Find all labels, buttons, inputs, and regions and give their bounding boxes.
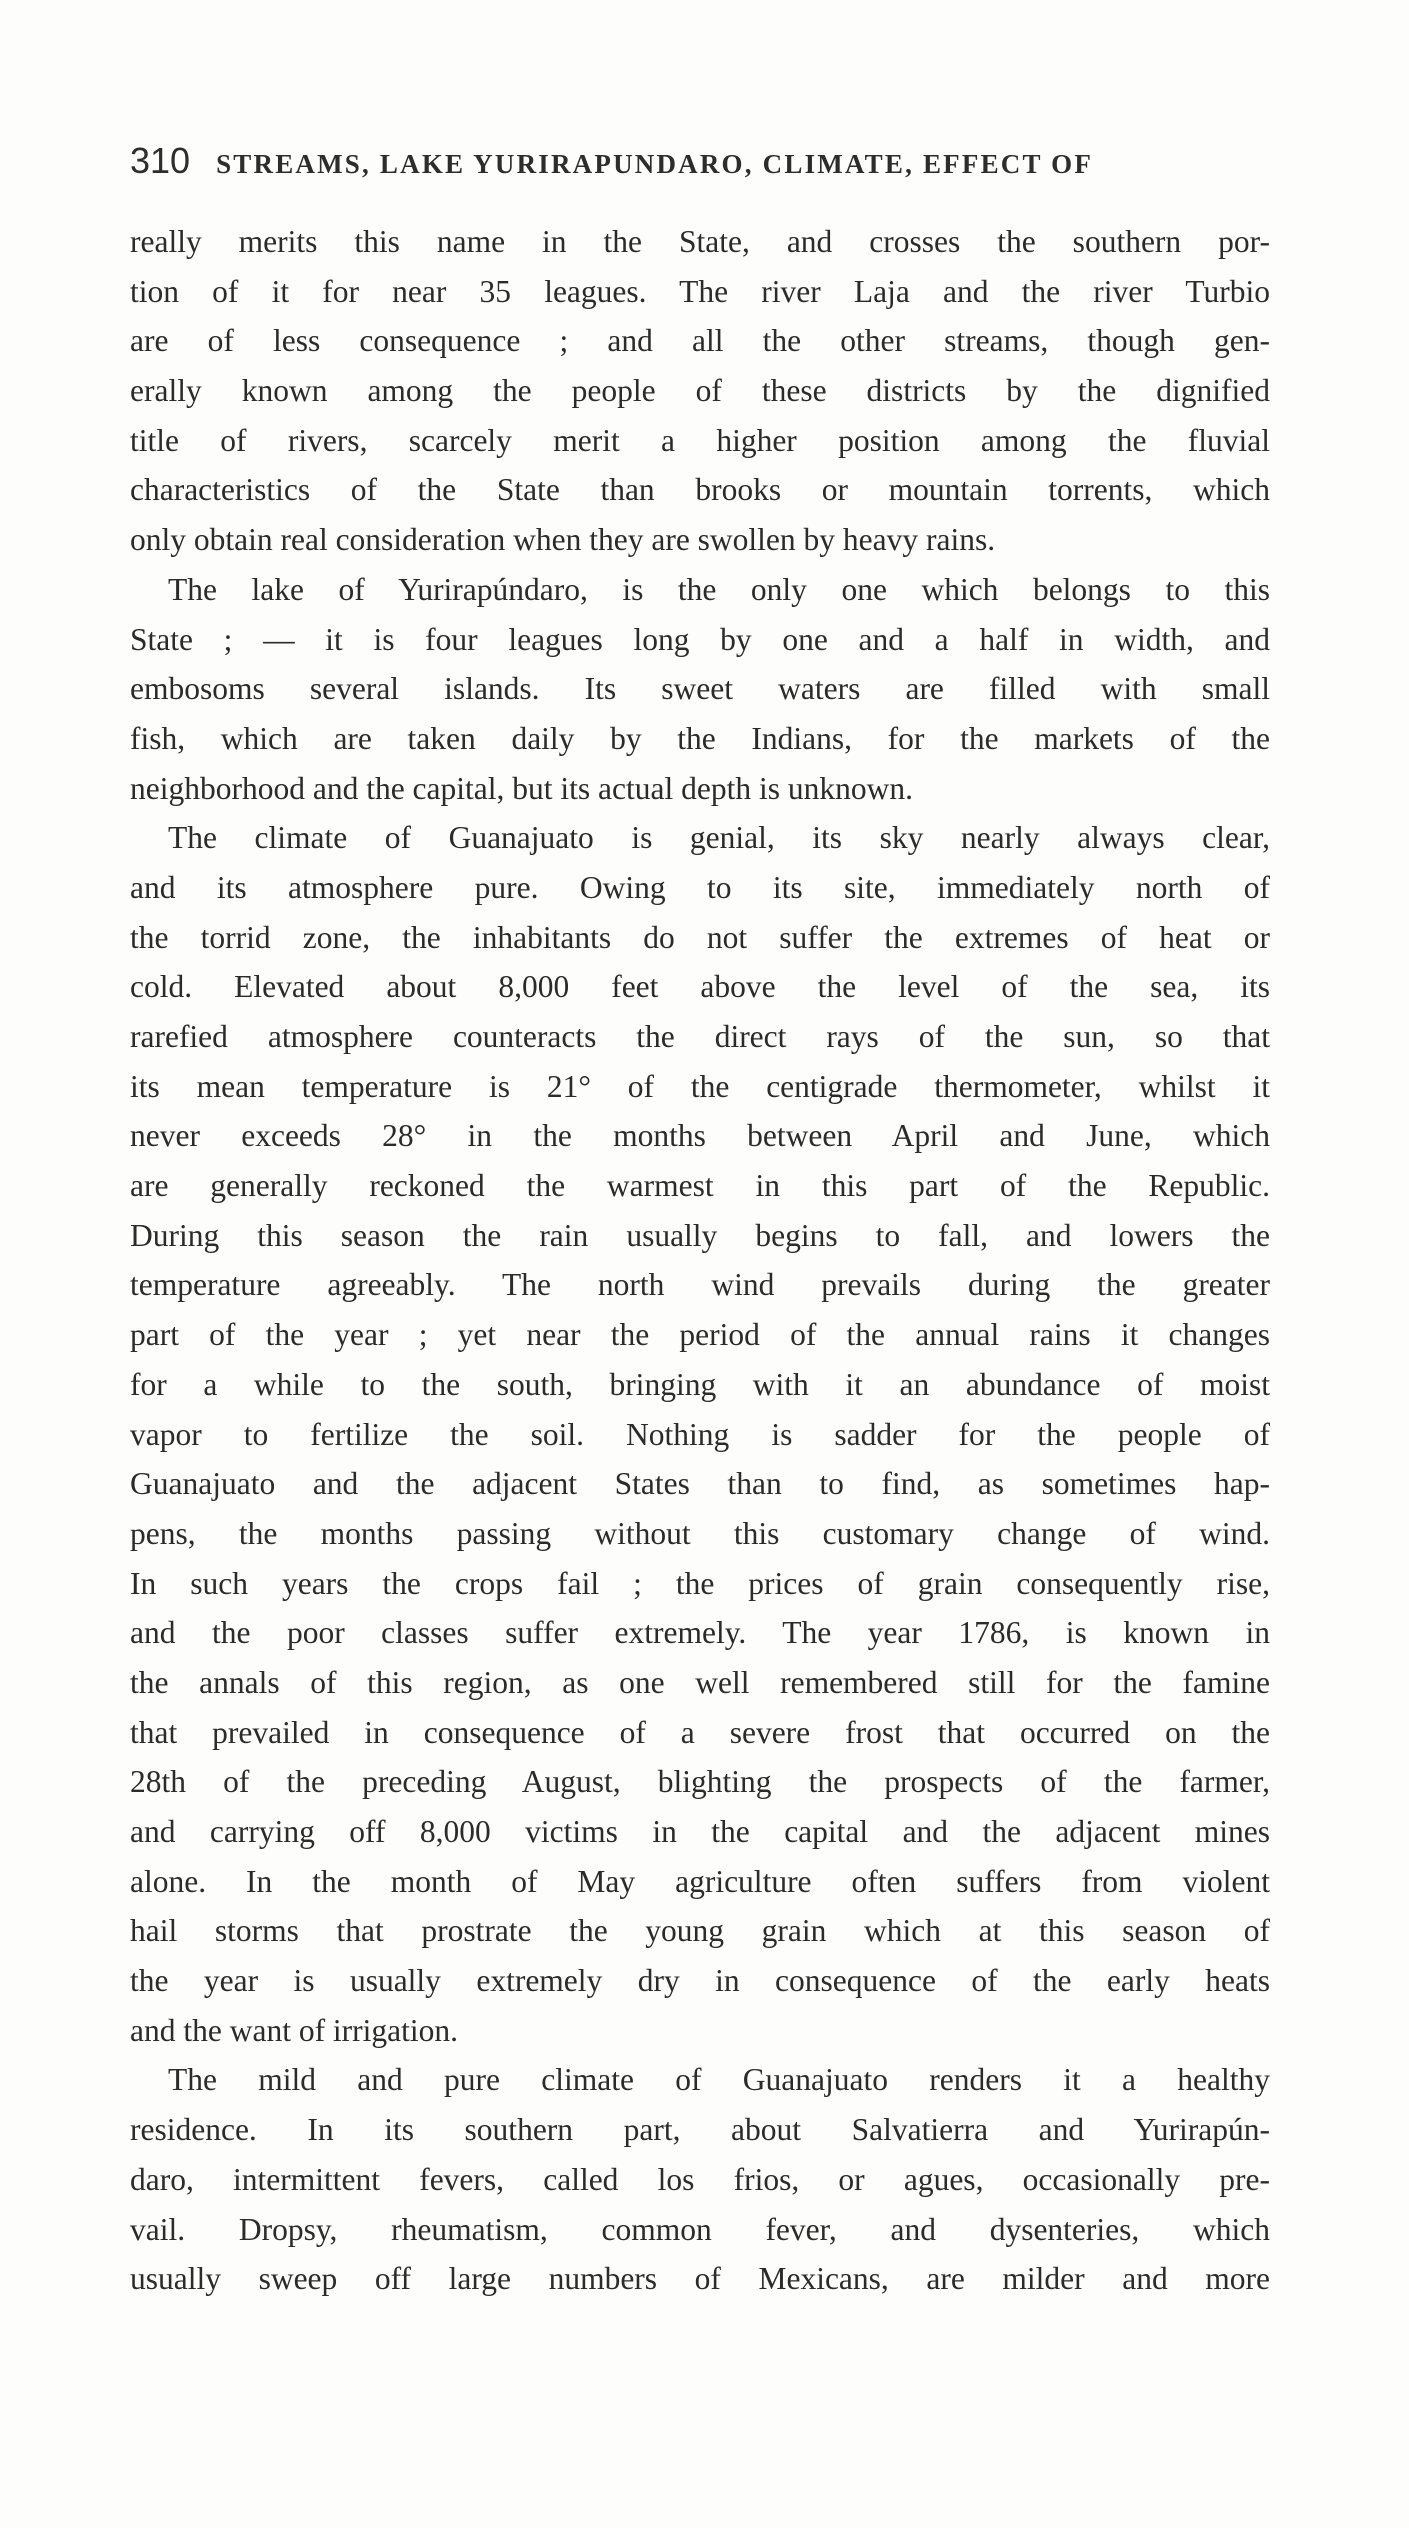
text-line: The climate of Guanajuato is genial, its sky nearly always clear, bbox=[168, 820, 1270, 856]
text-line: title of rivers, scarcely merit a higher position among the fluvial bbox=[130, 422, 1270, 458]
running-head-title: STREAMS, LAKE YURIRAPUNDARO, CLIMATE, EFFECT OF bbox=[216, 149, 1094, 179]
text-line: fish, which are taken daily by the Indians, for the markets of the bbox=[130, 720, 1270, 756]
text-line: vapor to fertilize the soil. Nothing is sadder for the people of bbox=[130, 1416, 1270, 1452]
text-line: daro, intermittent fevers, called los frios, or agues, occasionally pre- bbox=[130, 2161, 1270, 2197]
text-line: residence. In its southern part, about Salvatierra and Yurirapún- bbox=[130, 2112, 1270, 2148]
text-line: alone. In the month of May agriculture often suffers from violent bbox=[130, 1863, 1270, 1899]
text-line: and carrying off 8,000 victims in the capital and the adjacent mines bbox=[130, 1814, 1270, 1849]
text-line: hail storms that prostrate the young grain which at this season of bbox=[130, 1913, 1270, 1949]
text-line: the annals of this region, as one well remembered still for the famine bbox=[130, 1664, 1270, 1700]
text-line: temperature agreeably. The north wind prevails during the greater bbox=[130, 1267, 1270, 1303]
text-line: In such years the crops fail ; the prices of grain consequently rise, bbox=[130, 1565, 1270, 1601]
text-line: pens, the months passing without this customary change of wind. bbox=[130, 1515, 1270, 1551]
text-line: neighborhood and the capital, but its actual depth is unknown. bbox=[130, 770, 913, 806]
text-line: embosoms several islands. Its sweet waters are filled with small bbox=[130, 671, 1270, 707]
text-line: cold. Elevated about 8,000 feet above the level of the sea, its bbox=[130, 969, 1270, 1005]
body-text bbox=[130, 217, 1270, 2304]
text-line: and its atmosphere pure. Owing to its site, immediately north of bbox=[130, 869, 1270, 905]
text-line: rarefied atmosphere counteracts the direct rays of the sun, so that bbox=[130, 1019, 1270, 1054]
page-number: 310 bbox=[130, 140, 191, 181]
text-line: never exceeds 28° in the months between April and June, which bbox=[130, 1118, 1270, 1154]
text-line: that prevailed in consequence of a severe frost that occurred on the bbox=[130, 1714, 1270, 1750]
text-line: are generally reckoned the warmest in this part of the Republic. bbox=[130, 1168, 1270, 1204]
text-line: vail. Dropsy, rheumatism, common fever, and dysenteries, which bbox=[130, 2211, 1270, 2247]
text-line: erally known among the people of these districts by the dignified bbox=[130, 373, 1270, 409]
text-line: are of less consequence ; and all the other streams, though gen- bbox=[130, 323, 1270, 359]
text-line: usually sweep off large numbers of Mexicans, are milder and more bbox=[130, 2261, 1270, 2297]
text-line: its mean temperature is 21° of the centigrade thermometer, whilst it bbox=[130, 1068, 1270, 1104]
text-line: part of the year ; yet near the period of the annual rains it changes bbox=[130, 1317, 1270, 1353]
text-line: During this season the rain usually begins to fall, and lowers the bbox=[130, 1217, 1270, 1253]
text-line: only obtain real consideration when they are swollen by heavy rains. bbox=[130, 522, 996, 558]
text-line: really merits this name in the State, and crosses the southern por- bbox=[130, 224, 1270, 259]
text-line: State ; — it is four leagues long by one and a half in width, and bbox=[130, 621, 1270, 657]
text-line: The lake of Yurirapúndaro, is the only one which belongs to this bbox=[168, 571, 1270, 607]
text-line: characteristics of the State than brooks or mountain torrents, which bbox=[130, 472, 1270, 508]
text-line: The mild and pure climate of Guanajuato renders it a healthy bbox=[168, 2062, 1270, 2098]
running-head bbox=[130, 140, 1260, 190]
text-line: and the want of irrigation. bbox=[130, 2012, 459, 2048]
text-line: the torrid zone, the inhabitants do not suffer the extremes of heat or bbox=[130, 919, 1270, 955]
text-line: and the poor classes suffer extremely. The year 1786, is known in bbox=[130, 1615, 1270, 1651]
text-line: Guanajuato and the adjacent States than to find, as sometimes hap- bbox=[130, 1466, 1270, 1502]
text-line: tion of it for near 35 leagues. The river Laja and the river Turbio bbox=[130, 273, 1270, 309]
text-line: the year is usually extremely dry in consequence of the early heats bbox=[130, 1963, 1270, 1999]
text-line: 28th of the preceding August, blighting the prospects of the farmer, bbox=[130, 1764, 1270, 1800]
text-line: for a while to the south, bringing with it an abundance of moist bbox=[130, 1366, 1270, 1402]
